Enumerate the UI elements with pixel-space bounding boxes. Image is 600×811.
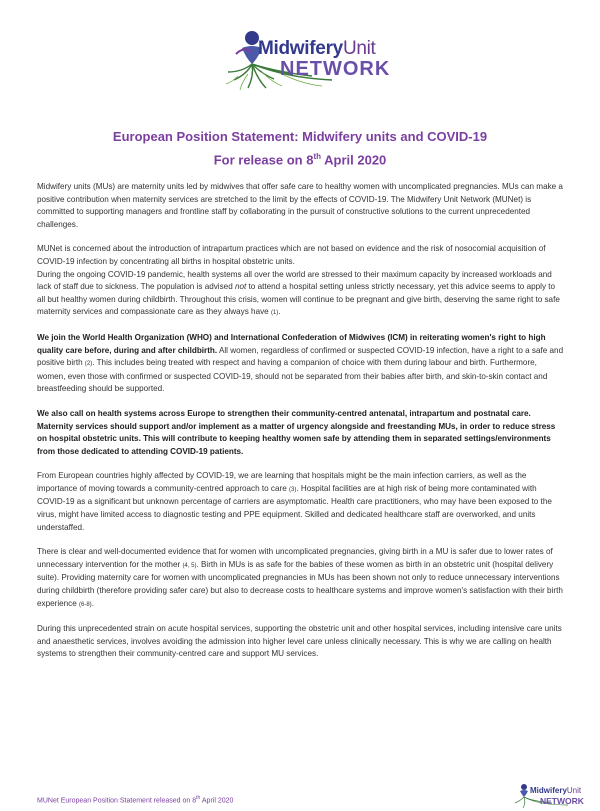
paragraph-concern: MUNet is concerned about the introduction of intrapartum practices which are not based on evidence and the risk of nosocomial acquisition of COVID-19 infection by concentrating all births in hospital obstetric units. <box>37 244 546 266</box>
reference-3: (3) <box>289 486 297 493</box>
reference-6-8: (6-8) <box>79 601 92 608</box>
reference-4-5: (4, 5) <box>182 562 197 569</box>
footer-logo-line2: NETWORK <box>540 796 584 806</box>
reference-1: (1) <box>270 310 279 317</box>
title-line2: For release on 8th April 2020 <box>213 152 387 168</box>
reference-2: (2) <box>84 361 93 368</box>
paragraph-pandemic: During the ongoing COVID-19 pandemic, health systems all over the world are stressed to their maximum capacity by increased workloads and lack of staff due to sickness. The population is advised not to attend a hospital setting unless strictly necessary, yet this advice seems to apply to all but healthy women during childbirth. Throughout this crisis, women will continue to be pregnant and give birth, deserving the same right to safe maternity services and compassionate care as they always have (1). <box>37 269 560 317</box>
title-line1: European Position Statement: Midwifery units and COVID-19 <box>112 129 488 144</box>
paragraph-call-health-systems: We also call on health systems across Europe to strengthen their community-centred antenatal, intrapartum and postnatal care. Maternity services should support and/or implement as a matter of urgency alongside and freestanding MUs, in order to reduce stress on hospital obstetric units. This will contribute to keeping healthy women safe by attending them in separated settings/environments from those dedicated to attending COVID-19 patients. <box>37 408 556 456</box>
logo-title-line2: NETWORK <box>280 58 391 80</box>
footer-release-note: MUNet European Position Statement released on 8th April 2020 <box>37 795 234 805</box>
footer-logo-line1: MidwiferyUnit <box>530 786 582 795</box>
document-title <box>0 127 600 170</box>
logo-title-line1: MidwiferyUnit <box>258 38 376 59</box>
paragraph-who-icm: We join the World Health Organization (WHO) and International Confederation of Midwives (ICM) in reiterating women's right to high quality care before, during and after childbirth. All women, regardless of confirmed or suspected COVID-19 infection, have a right to a safe and positive birth (2). This includes being treated with respect and having a companion of choice with them during labour and birth. Furthermore, women, even those with confirmed or suspected COVID-19, should not be separated from their babies after birth, and skin-to-skin contact and breastfeeding should be supported. <box>37 332 564 394</box>
document-body <box>37 181 565 673</box>
paragraph-evidence: There is clear and well-documented evidence that for women with uncomplicated pregnancies, giving birth in a MU is safer due to lower rates of unnecessary intervention for the mother (4, 5). Birth in MUs is as safe for the babies of these women as birth in an obstetric unit (hospital delivery suite). Providing maternity care for women with uncomplicated pregnancies in MUs has been shown not only to reduce unnecessary interventions during childbirth (therefore providing safer care) but also to decrease costs to healthcare systems and improve women's satisfaction with their birth experience (6-8). <box>37 547 563 608</box>
paragraph-strain: During this unprecedented strain on acute hospital services, supporting the obstetric unit and other hospital services, including intensive care units and anaesthetic services, involves avoiding the admission into higher level care unless clinically necessary. This is why we are calling on health systems to strengthen their community-centred care and support MU services. <box>37 624 562 659</box>
paragraph-intro: Midwifery units (MUs) are maternity units led by midwives that offer safe care to healthy women with uncomplicated pregnancies. MUs can make a positive contribution when maternity services are stretched to the limit by the effects of COVID-19. The Midwifery Unit Network (MUNet) is committed to supporting managers and frontline staff by collaborating in the pursuit of constructive solutions to the current unprecedented challenges. <box>37 182 563 229</box>
paragraph-european-countries: From European countries highly affected by COVID-19, we are learning that hospitals might be the main infection carriers, as well as the importance of moving towards a community-centred approach to care (3). Hospital facilities are at high risk of being more contaminated with COVID-19 as a significant but unknown percentage of carriers are asymptomatic. Health care practitioners, who may have been exposed to the virus, might have limited access to diagnostic testing and PPE equipment. Skilled and dedicated healthcare staff are overworked, and units understaffed. <box>37 471 552 532</box>
